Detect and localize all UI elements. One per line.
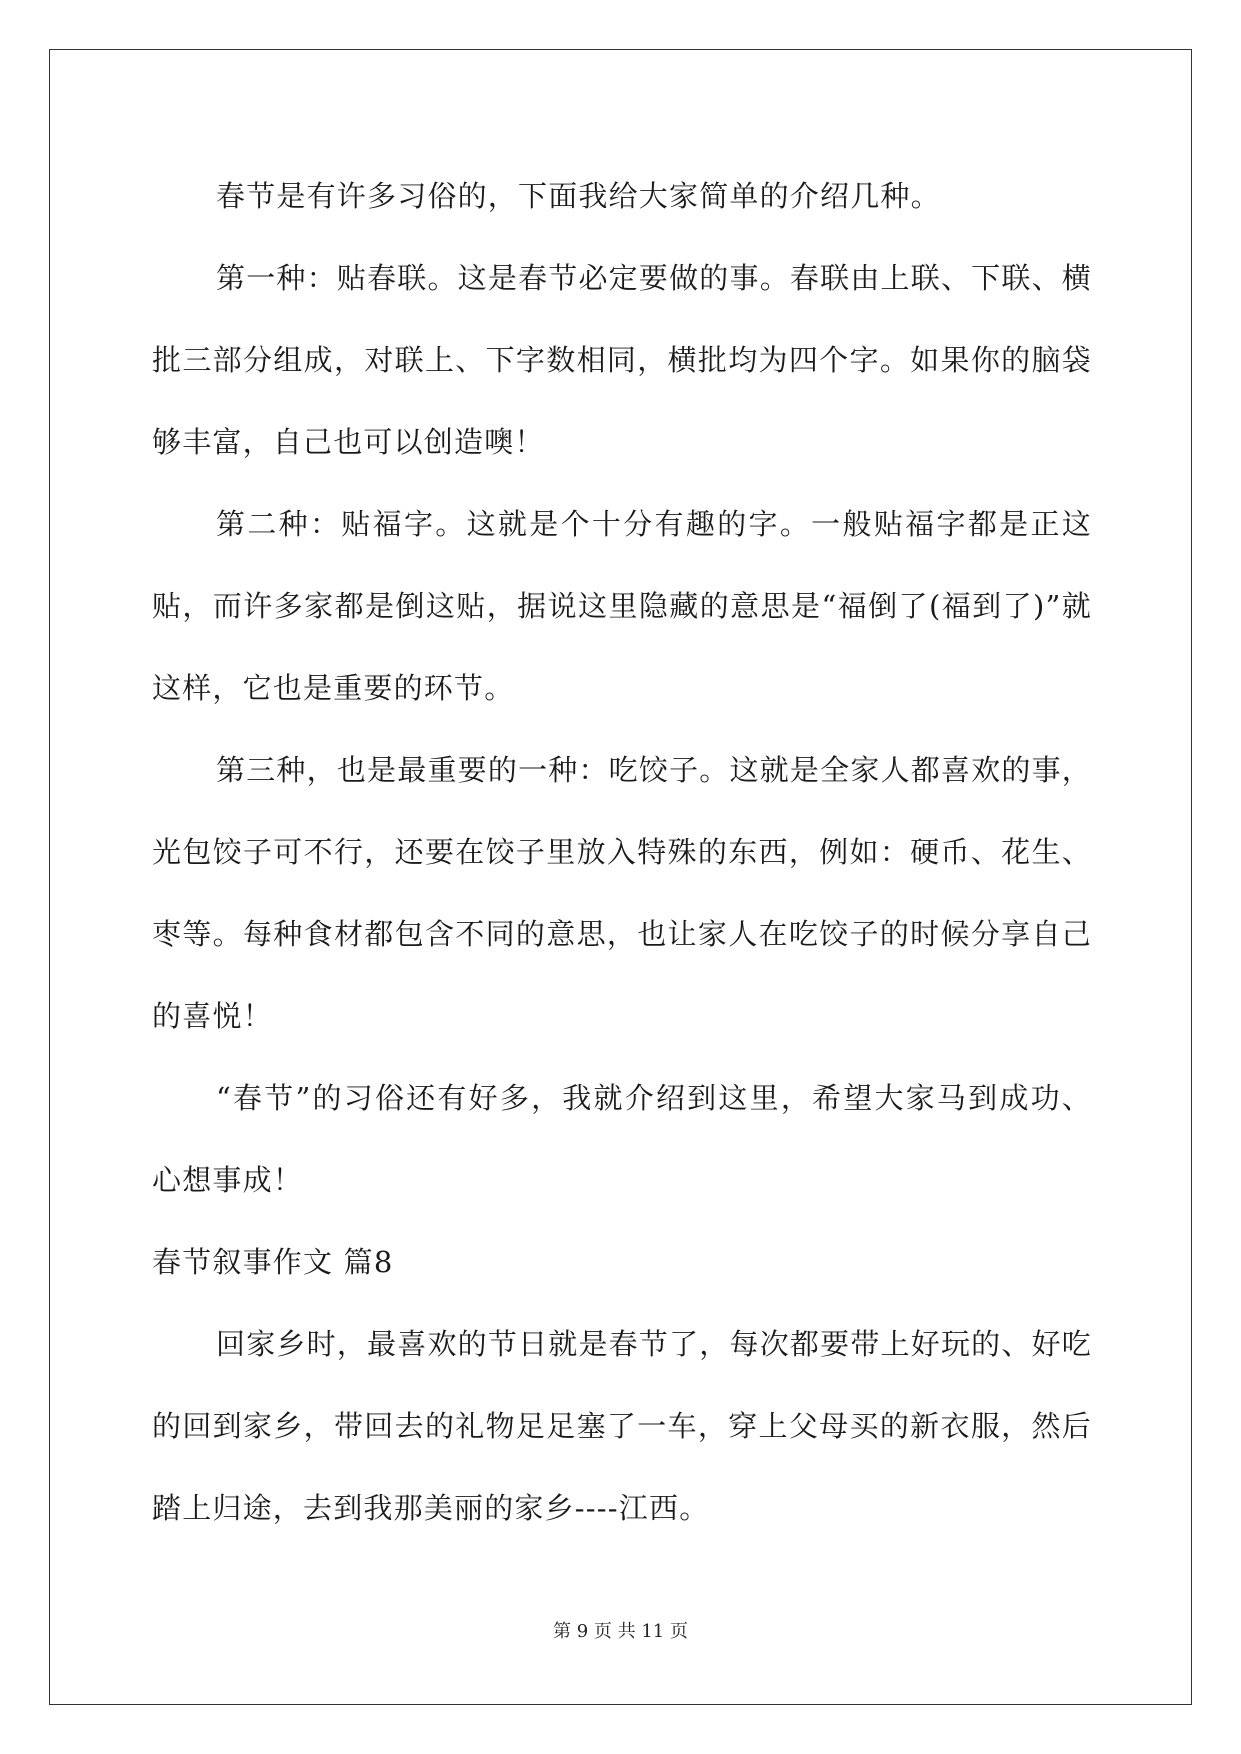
paragraph-custom-3: 第三种，也是最重要的一种：吃饺子。这就是全家人都喜欢的事，光包饺子可不行，还要在饺子里放入特殊的东西，例如：硬币、花生、枣等。每种食材都包含不同的意思，也让家人在吃饺子的时候分享自己的喜悦！ xyxy=(152,753,1092,1033)
document-body xyxy=(152,155,1092,1549)
paragraph-intro: 春节是有许多习俗的，下面我给大家简单的介绍几种。 xyxy=(216,179,941,213)
paragraph-conclusion: “春节”的习俗还有好多，我就介绍到这里，希望大家马到成功、心想事成！ xyxy=(152,1081,1092,1197)
page-number-footer: 第 9 页 共 11 页 xyxy=(553,1621,688,1642)
paragraph-essay-8: 回家乡时，最喜欢的节日就是春节了，每次都要带上好玩的、好吃的回到家乡，带回去的礼物足足塞了一车，穿上父母买的新衣服，然后踏上归途，去到我那美丽的家乡----江西。 xyxy=(152,1327,1092,1525)
paragraph-custom-2: 第二种：贴福字。这就是个十分有趣的字。一般贴福字都是正这贴，而许多家都是倒这贴，据说这里隐藏的意思是“福倒了(福到了)”就这样，它也是重要的环节。 xyxy=(152,507,1092,705)
section-heading: 春节叙事作文 篇8 xyxy=(152,1245,394,1279)
paragraph-custom-1: 第一种：贴春联。这是春节必定要做的事。春联由上联、下联、横批三部分组成，对联上、下字数相同，横批均为四个字。如果你的脑袋够丰富，自己也可以创造噢！ xyxy=(152,261,1092,459)
